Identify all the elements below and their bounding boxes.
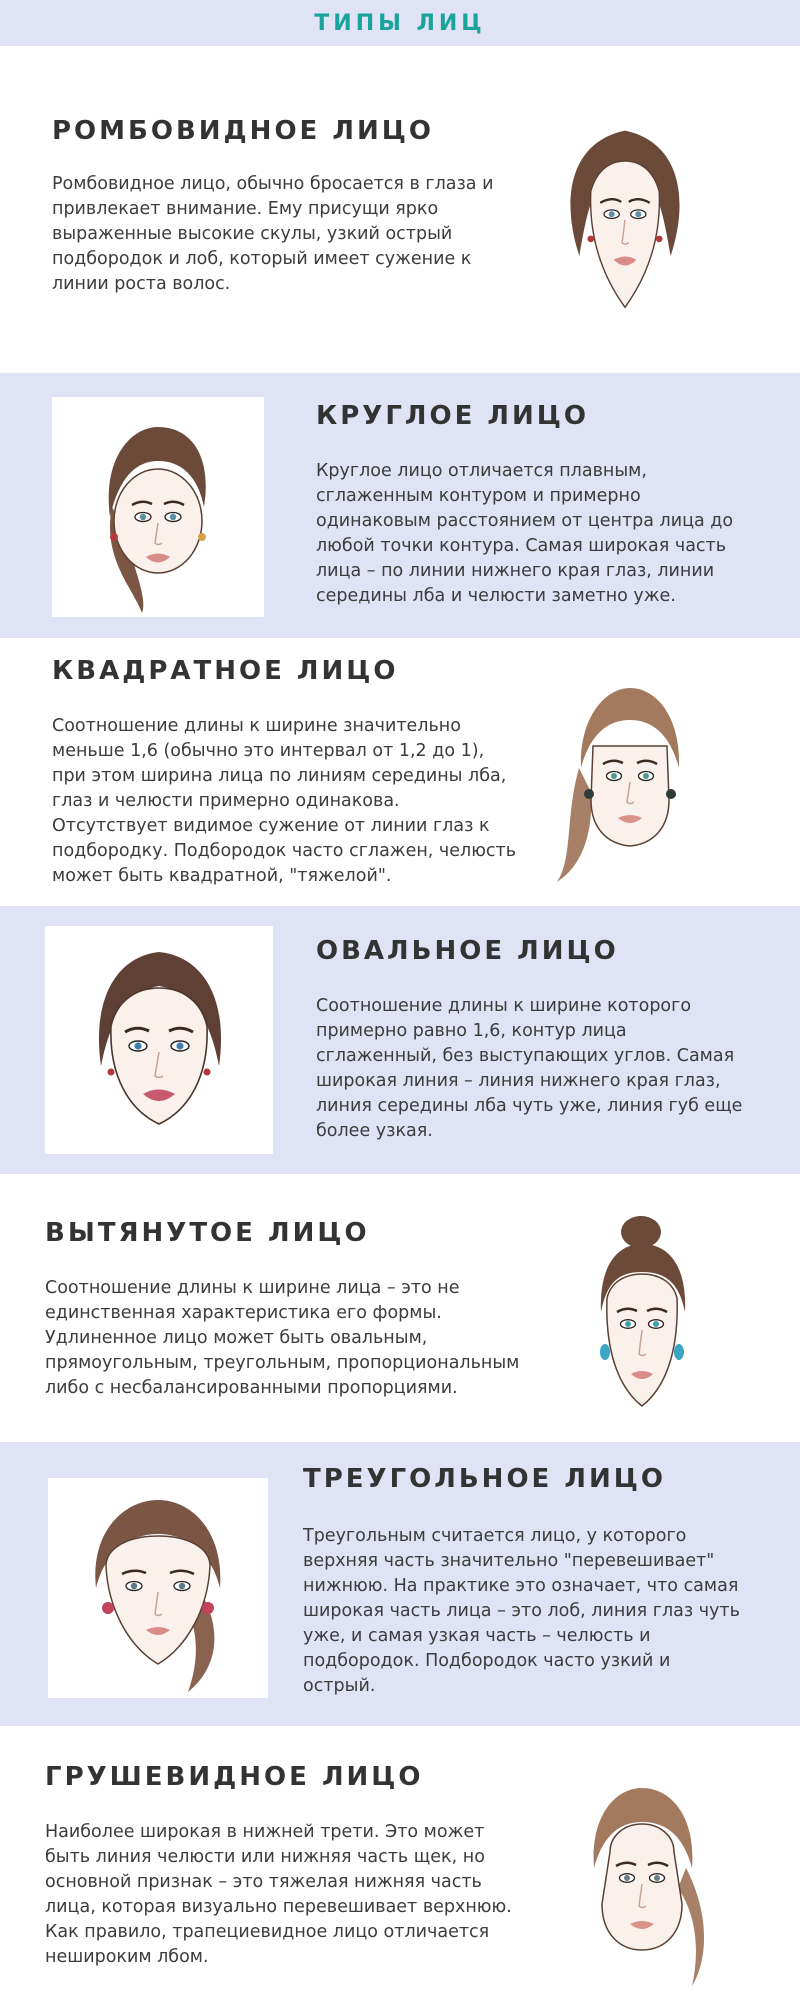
section-text: Наиболее широкая в нижней трети. Это может быть линия челюсти или нижняя часть щек, но основной признак – это тяжелая нижняя часть лица, которая визуально перевешивает верхнюю. Как правило, трапециевидное лицо отличается нешироким лбом. — [45, 1822, 512, 1967]
section-text: Соотношение длины к ширине значительно меньше 1,6 (обычно это интервал от 1,2 до 1), при этом ширина лица по линиям середины лба, глаз и челюсти примерно одинакова. Отсутствует видимое сужение от линии глаз к подбородку. Подбородок часто сглажен, челюсть может быть квадратной, "тяжелой". — [52, 716, 517, 886]
woman-face-round-icon — [52, 397, 264, 617]
woman-face-diamond-icon — [530, 98, 720, 338]
section-title: ВЫТЯНУТОЕ ЛИЦО — [45, 1218, 370, 1248]
page-title: ТИПЫ ЛИЦ — [314, 10, 486, 36]
section-title: КРУГЛОЕ ЛИЦО — [316, 401, 590, 431]
section-text: Ромбовидное лицо, обычно бросается в глаза и привлекает внимание. Ему присущи ярко выраженные высокие скулы, узкий острый подбородок и лоб, который имеет сужение к линии роста волос. — [52, 174, 494, 294]
section-text: Соотношение длины к ширине которого примерно равно 1,6, контур лица сглаженный, без выступающих углов. Самая широкая линия – линия нижнего края глаз, линия середины лба чуть уже, линия губ еще более узкая. — [316, 996, 743, 1141]
section-triangle — [0, 1442, 800, 1726]
woman-face-square-icon — [545, 668, 715, 888]
woman-face-pear-icon — [560, 1764, 725, 1990]
page-header — [0, 0, 800, 46]
section-oblong — [0, 1174, 800, 1442]
woman-face-oval-icon — [45, 926, 273, 1154]
section-title: КВАДРАТНОЕ ЛИЦО — [52, 656, 399, 686]
section-title: ТРЕУГОЛЬНОЕ ЛИЦО — [303, 1464, 666, 1494]
section-round — [0, 373, 800, 638]
section-title: ОВАЛЬНОЕ ЛИЦО — [316, 936, 619, 966]
section-text: Соотношение длины к ширине лица – это не единственная характеристика его формы. Удлиненное лицо может быть овальным, прямоугольным, треугольным, пропорциональным либо с несбалансированными пропорциями. — [45, 1278, 520, 1398]
section-square — [0, 638, 800, 906]
section-oval — [0, 906, 800, 1174]
section-pear — [0, 1726, 800, 2000]
section-title: РОМБОВИДНОЕ ЛИЦО — [52, 116, 434, 146]
section-text: Круглое лицо отличается плавным, сглаженным контуром и примерно одинаковым расстоянием от центра лица до любой точки контура. Самая широкая часть лица – по линии нижнего края глаз, линии середины лба и челюсти заметно уже. — [316, 461, 734, 606]
section-text: Треугольным считается лицо, у которого верхняя часть значительно "перевешивает" нижнюю. На практике это означает, что самая широкая часть лица – это лоб, линия глаз чуть уже, и самая узкая часть – челюсть и подбородок. Подбородок часто узкий и острый. — [303, 1526, 740, 1696]
woman-face-oblong-icon — [565, 1202, 720, 1422]
woman-face-triangle-icon — [48, 1478, 268, 1698]
section-title: ГРУШЕВИДНОЕ ЛИЦО — [45, 1762, 424, 1792]
section-diamond — [0, 46, 800, 373]
